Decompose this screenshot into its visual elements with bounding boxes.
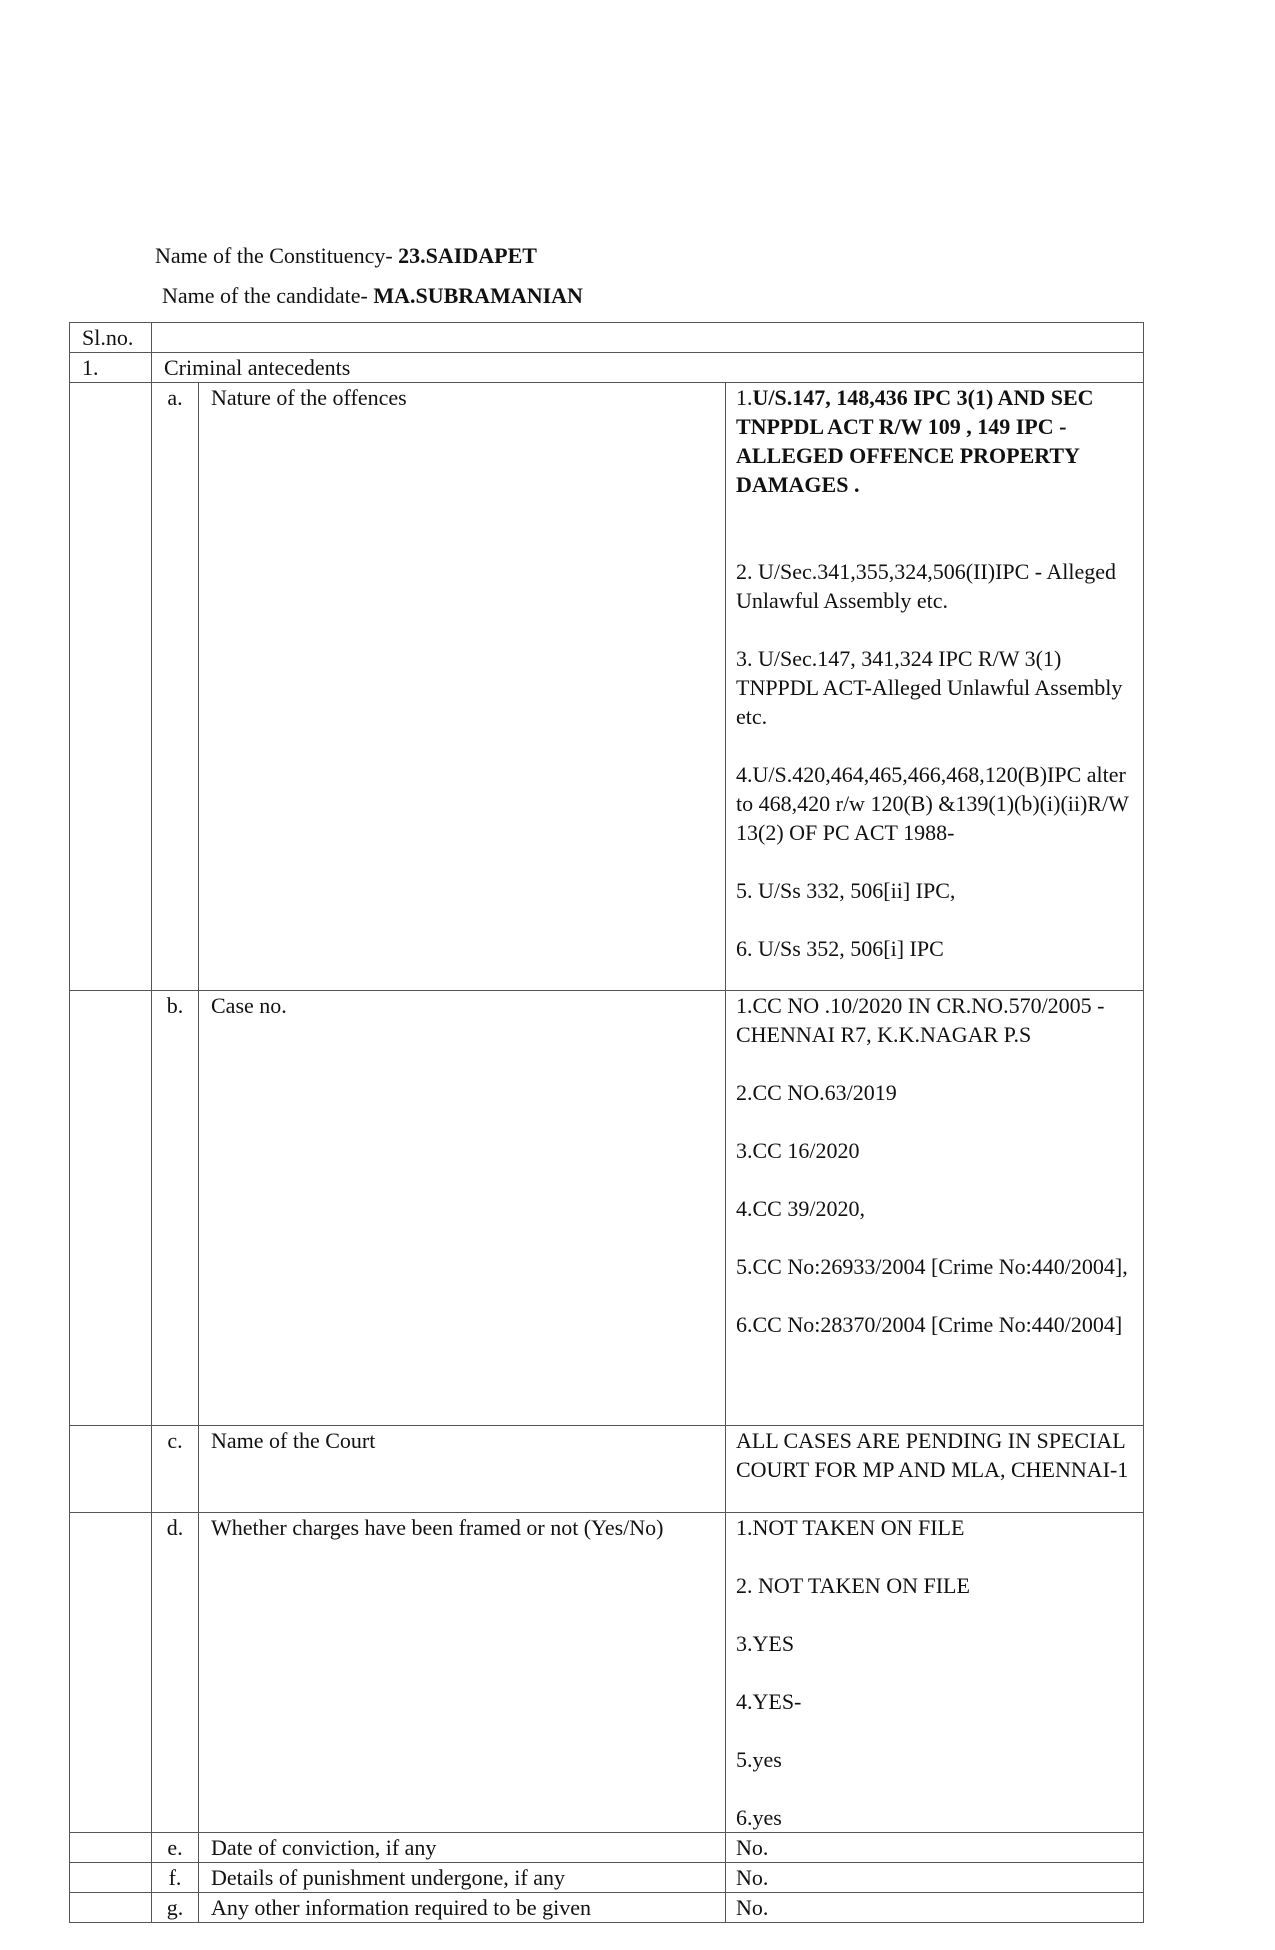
row-label-a: Nature of the offences — [199, 383, 726, 991]
row-value-c: ALL CASES ARE PENDING IN SPECIAL COURT FOR MP AND MLA, CHENNAI-1 — [726, 1426, 1144, 1513]
charge-entry-5: 5.yes — [736, 1747, 782, 1772]
row-value-d — [726, 1513, 1144, 1833]
slno-header: Sl.no. — [82, 325, 134, 350]
row-letter-b: b. — [152, 991, 199, 1426]
empty-cell — [70, 1833, 152, 1863]
row-letter-f: f. — [152, 1863, 199, 1893]
charge-entry-3: 3.YES — [736, 1631, 795, 1656]
candidate-value: MA.SUBRAMANIAN — [373, 283, 583, 308]
empty-cell — [70, 1893, 152, 1923]
charge-entry-6: 6.yes — [736, 1805, 782, 1830]
offence-entry-3: 3. U/Sec.147, 341,324 IPC R/W 3(1) TNPPDL ACT-Alleged Unlawful Assembly etc. — [736, 646, 1123, 729]
empty-cell — [70, 1426, 152, 1513]
row-label-b: Case no. — [199, 991, 726, 1426]
row-label-d: Whether charges have been framed or not (Yes/No) — [199, 1513, 726, 1833]
row-label-c: Name of the Court — [199, 1426, 726, 1513]
offence-entry-6: 6. U/Ss 352, 506[i] IPC — [736, 936, 944, 961]
row-letter-d: d. — [152, 1513, 199, 1833]
slno-header-cell — [70, 323, 152, 353]
section-row — [70, 353, 1144, 383]
charge-entry-4: 4.YES- — [736, 1689, 802, 1714]
section-number-cell — [70, 353, 152, 383]
case-entry-3: 3.CC 16/2020 — [736, 1138, 860, 1163]
section-title-cell — [152, 353, 1144, 383]
empty-cell — [70, 991, 152, 1426]
row-value-f: No. — [726, 1863, 1144, 1893]
row-value-g: No. — [726, 1893, 1144, 1923]
constituency-label: Name of the Constituency- — [155, 243, 399, 268]
table-row-e — [70, 1833, 1144, 1863]
offence-entry-5: 5. U/Ss 332, 506[ii] IPC, — [736, 878, 956, 903]
empty-cell — [70, 1863, 152, 1893]
section-number: 1. — [82, 355, 99, 380]
empty-cell — [70, 1513, 152, 1833]
charge-entry-1: 1.NOT TAKEN ON FILE — [736, 1515, 965, 1540]
criminal-antecedents-table — [69, 322, 1144, 1923]
table-row-g — [70, 1893, 1144, 1923]
row-letter-g: g. — [152, 1893, 199, 1923]
row-label-f: Details of punishment undergone, if any — [199, 1863, 726, 1893]
case-entry-6: 6.CC No:28370/2004 [Crime No:440/2004] — [736, 1312, 1123, 1337]
offence-entry-2: 2. U/Sec.341,355,324,506(II)IPC - Alleged Unlawful Assembly etc. — [736, 559, 1117, 613]
case-entry-5: 5.CC No:26933/2004 [Crime No:440/2004], — [736, 1254, 1128, 1279]
candidate-label: Name of the candidate- — [162, 283, 374, 308]
table-row-a — [70, 383, 1144, 991]
charge-entry-2: 2. NOT TAKEN ON FILE — [736, 1573, 970, 1598]
offence-entry-1-number: 1. — [736, 385, 753, 410]
row-letter-c: c. — [152, 1426, 199, 1513]
table-row-c — [70, 1426, 1144, 1513]
row-value-a — [726, 383, 1144, 991]
table-header-row — [70, 323, 1144, 353]
empty-cell — [70, 383, 152, 991]
section-title: Criminal antecedents — [164, 355, 351, 380]
row-value-e: No. — [726, 1833, 1144, 1863]
constituency-value: 23.SAIDAPET — [398, 243, 537, 268]
offence-entry-4: 4.U/S.420,464,465,466,468,120(B)IPC alter to 468,420 r/w 120(B) &139(1)(b)(i)(ii)R/W 13(2) OF PC ACT 1988- — [736, 762, 1129, 845]
offence-entry-1 — [736, 383, 1137, 499]
row-letter-a: a. — [152, 383, 199, 991]
case-entry-2: 2.CC NO.63/2019 — [736, 1080, 897, 1105]
row-label-e: Date of conviction, if any — [199, 1833, 726, 1863]
row-value-b — [726, 991, 1144, 1426]
table-row-f — [70, 1863, 1144, 1893]
table-row-b — [70, 991, 1144, 1426]
table-row-d — [70, 1513, 1144, 1833]
row-letter-e: e. — [152, 1833, 199, 1863]
offence-entry-1-text: U/S.147, 148,436 IPC 3(1) AND SEC TNPPDL ACT R/W 109 , 149 IPC -ALLEGED OFFENCE PROPERTY DAMAGES . — [736, 385, 1094, 497]
constituency-heading — [155, 243, 537, 269]
row-label-g: Any other information required to be given — [199, 1893, 726, 1923]
header-empty-cell — [152, 323, 1144, 353]
case-entry-4: 4.CC 39/2020, — [736, 1196, 865, 1221]
case-entry-1: 1.CC NO .10/2020 IN CR.NO.570/2005 -CHENNAI R7, K.K.NAGAR P.S — [736, 993, 1105, 1047]
candidate-heading — [162, 283, 583, 309]
